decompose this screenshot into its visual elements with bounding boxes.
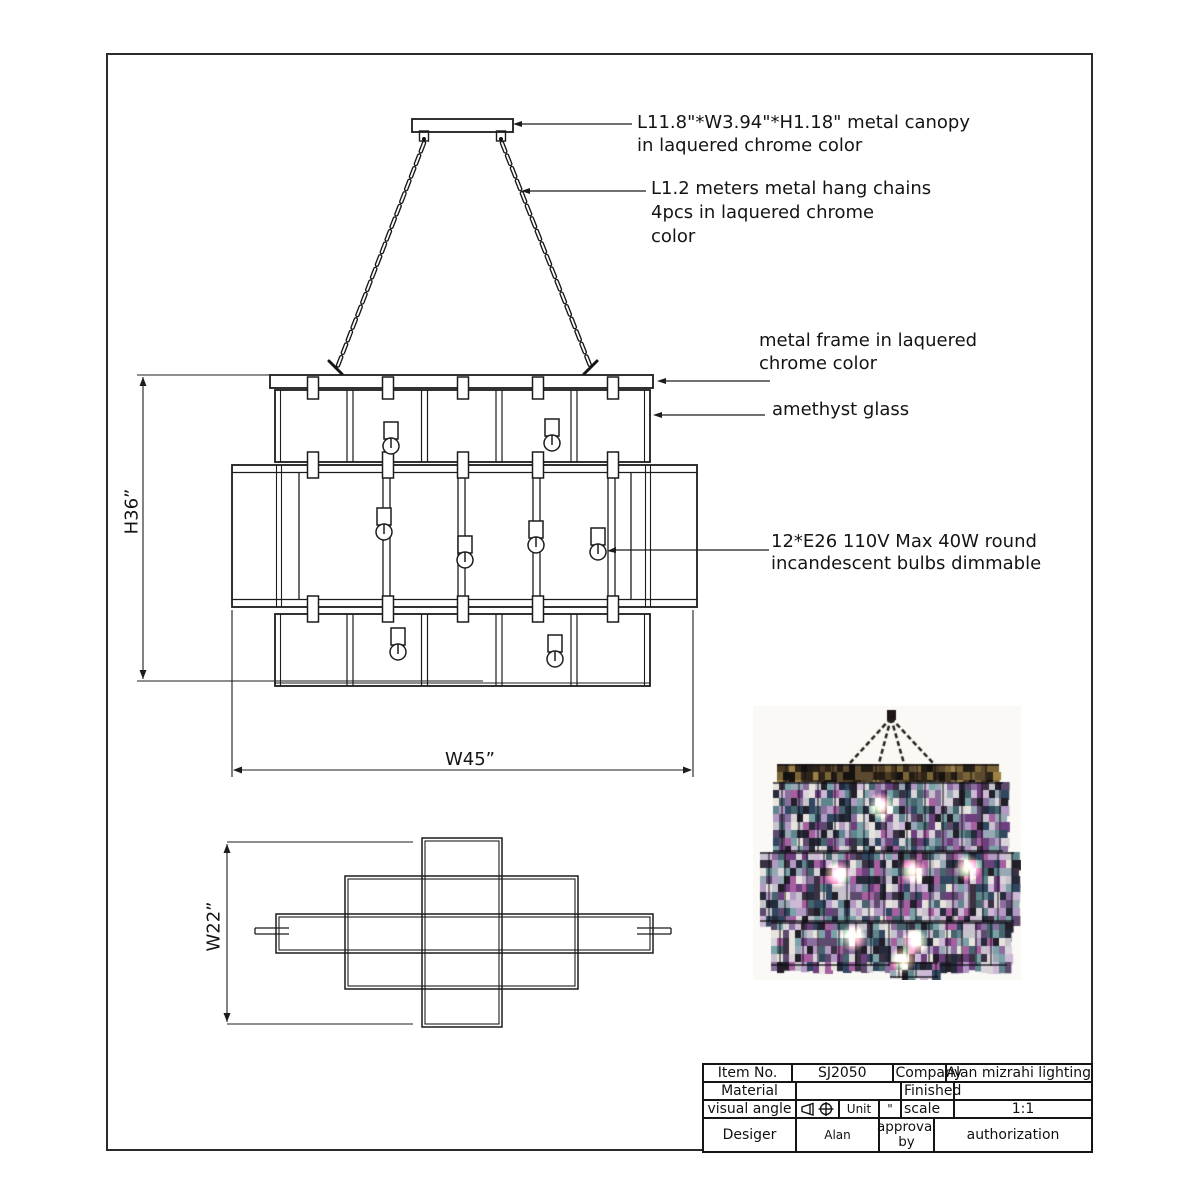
dimension-w22 [224,842,414,1024]
item-no-value: SJ2050 [793,1065,894,1083]
dimension-h36-label: H36” [121,488,143,535]
title-block-row2 [704,1083,1091,1101]
plan-view [255,838,671,1027]
hang-chains [329,143,597,374]
dimension-h36 [137,375,483,681]
dimension-w45-label: W45” [444,749,496,770]
scale-value: 1:1 [955,1101,1091,1119]
material-value [797,1083,902,1101]
authorization-label: authorization [966,1127,1060,1143]
scale-label: scale [902,1101,955,1119]
first-angle-projection-icon [799,1101,837,1117]
annotation-metal-frame [759,329,977,375]
visual-angle-symbol-cell [797,1101,840,1119]
title-block-row4 [704,1119,1091,1151]
finished-value [955,1083,1091,1101]
annotation-glass-line1: amethyst glass [772,399,910,420]
product-photo [753,706,1021,980]
annotation-canopy-line1: L11.8"*W3.94"*H1.18" metal canopy [637,112,970,133]
company-value: Alan mizrahi lighting [946,1065,1091,1081]
title-block-row1 [704,1065,1091,1083]
annotation-metal-frame-line1: metal frame in laquered [759,330,978,351]
designer-value: Alan [797,1119,880,1151]
designer-label: Desiger [704,1119,797,1151]
front-view [232,375,697,686]
unit-value: " [880,1101,902,1119]
annotation-bulbs-line2: incandescent bulbs dimmable [771,553,1042,574]
item-no-label: Item No. [704,1065,793,1083]
dimension-w22-label: W22” [203,901,225,952]
company-label: Company [895,1065,963,1081]
annotation-metal-frame-line2: chrome color [759,353,877,374]
approval-by-label: approval by [877,1119,936,1150]
finished-label: Finished [904,1083,962,1099]
visual-angle-label: visual angle [704,1101,797,1119]
unit-label: Unit [840,1101,880,1119]
frame-clips [308,377,619,622]
annotation-glass [772,398,909,421]
annotation-bulbs-line1: 12*E26 110V Max 40W round [771,531,1037,552]
annotation-hang-chains [651,177,931,249]
annotation-hang-chains-line3: color [651,226,696,247]
annotation-bulbs [771,531,1041,575]
annotation-hang-chains-line1: L1.2 meters metal hang chains [651,178,932,199]
title-block [702,1063,1093,1153]
annotation-hang-chains-line2: 4pcs in laquered chrome [651,202,875,223]
annotation-canopy-line2: in laquered chrome color [637,135,863,156]
material-label: Material [704,1083,797,1101]
canopy-drawing [412,119,513,141]
annotation-canopy [637,111,970,157]
title-block-row3 [704,1101,1091,1119]
